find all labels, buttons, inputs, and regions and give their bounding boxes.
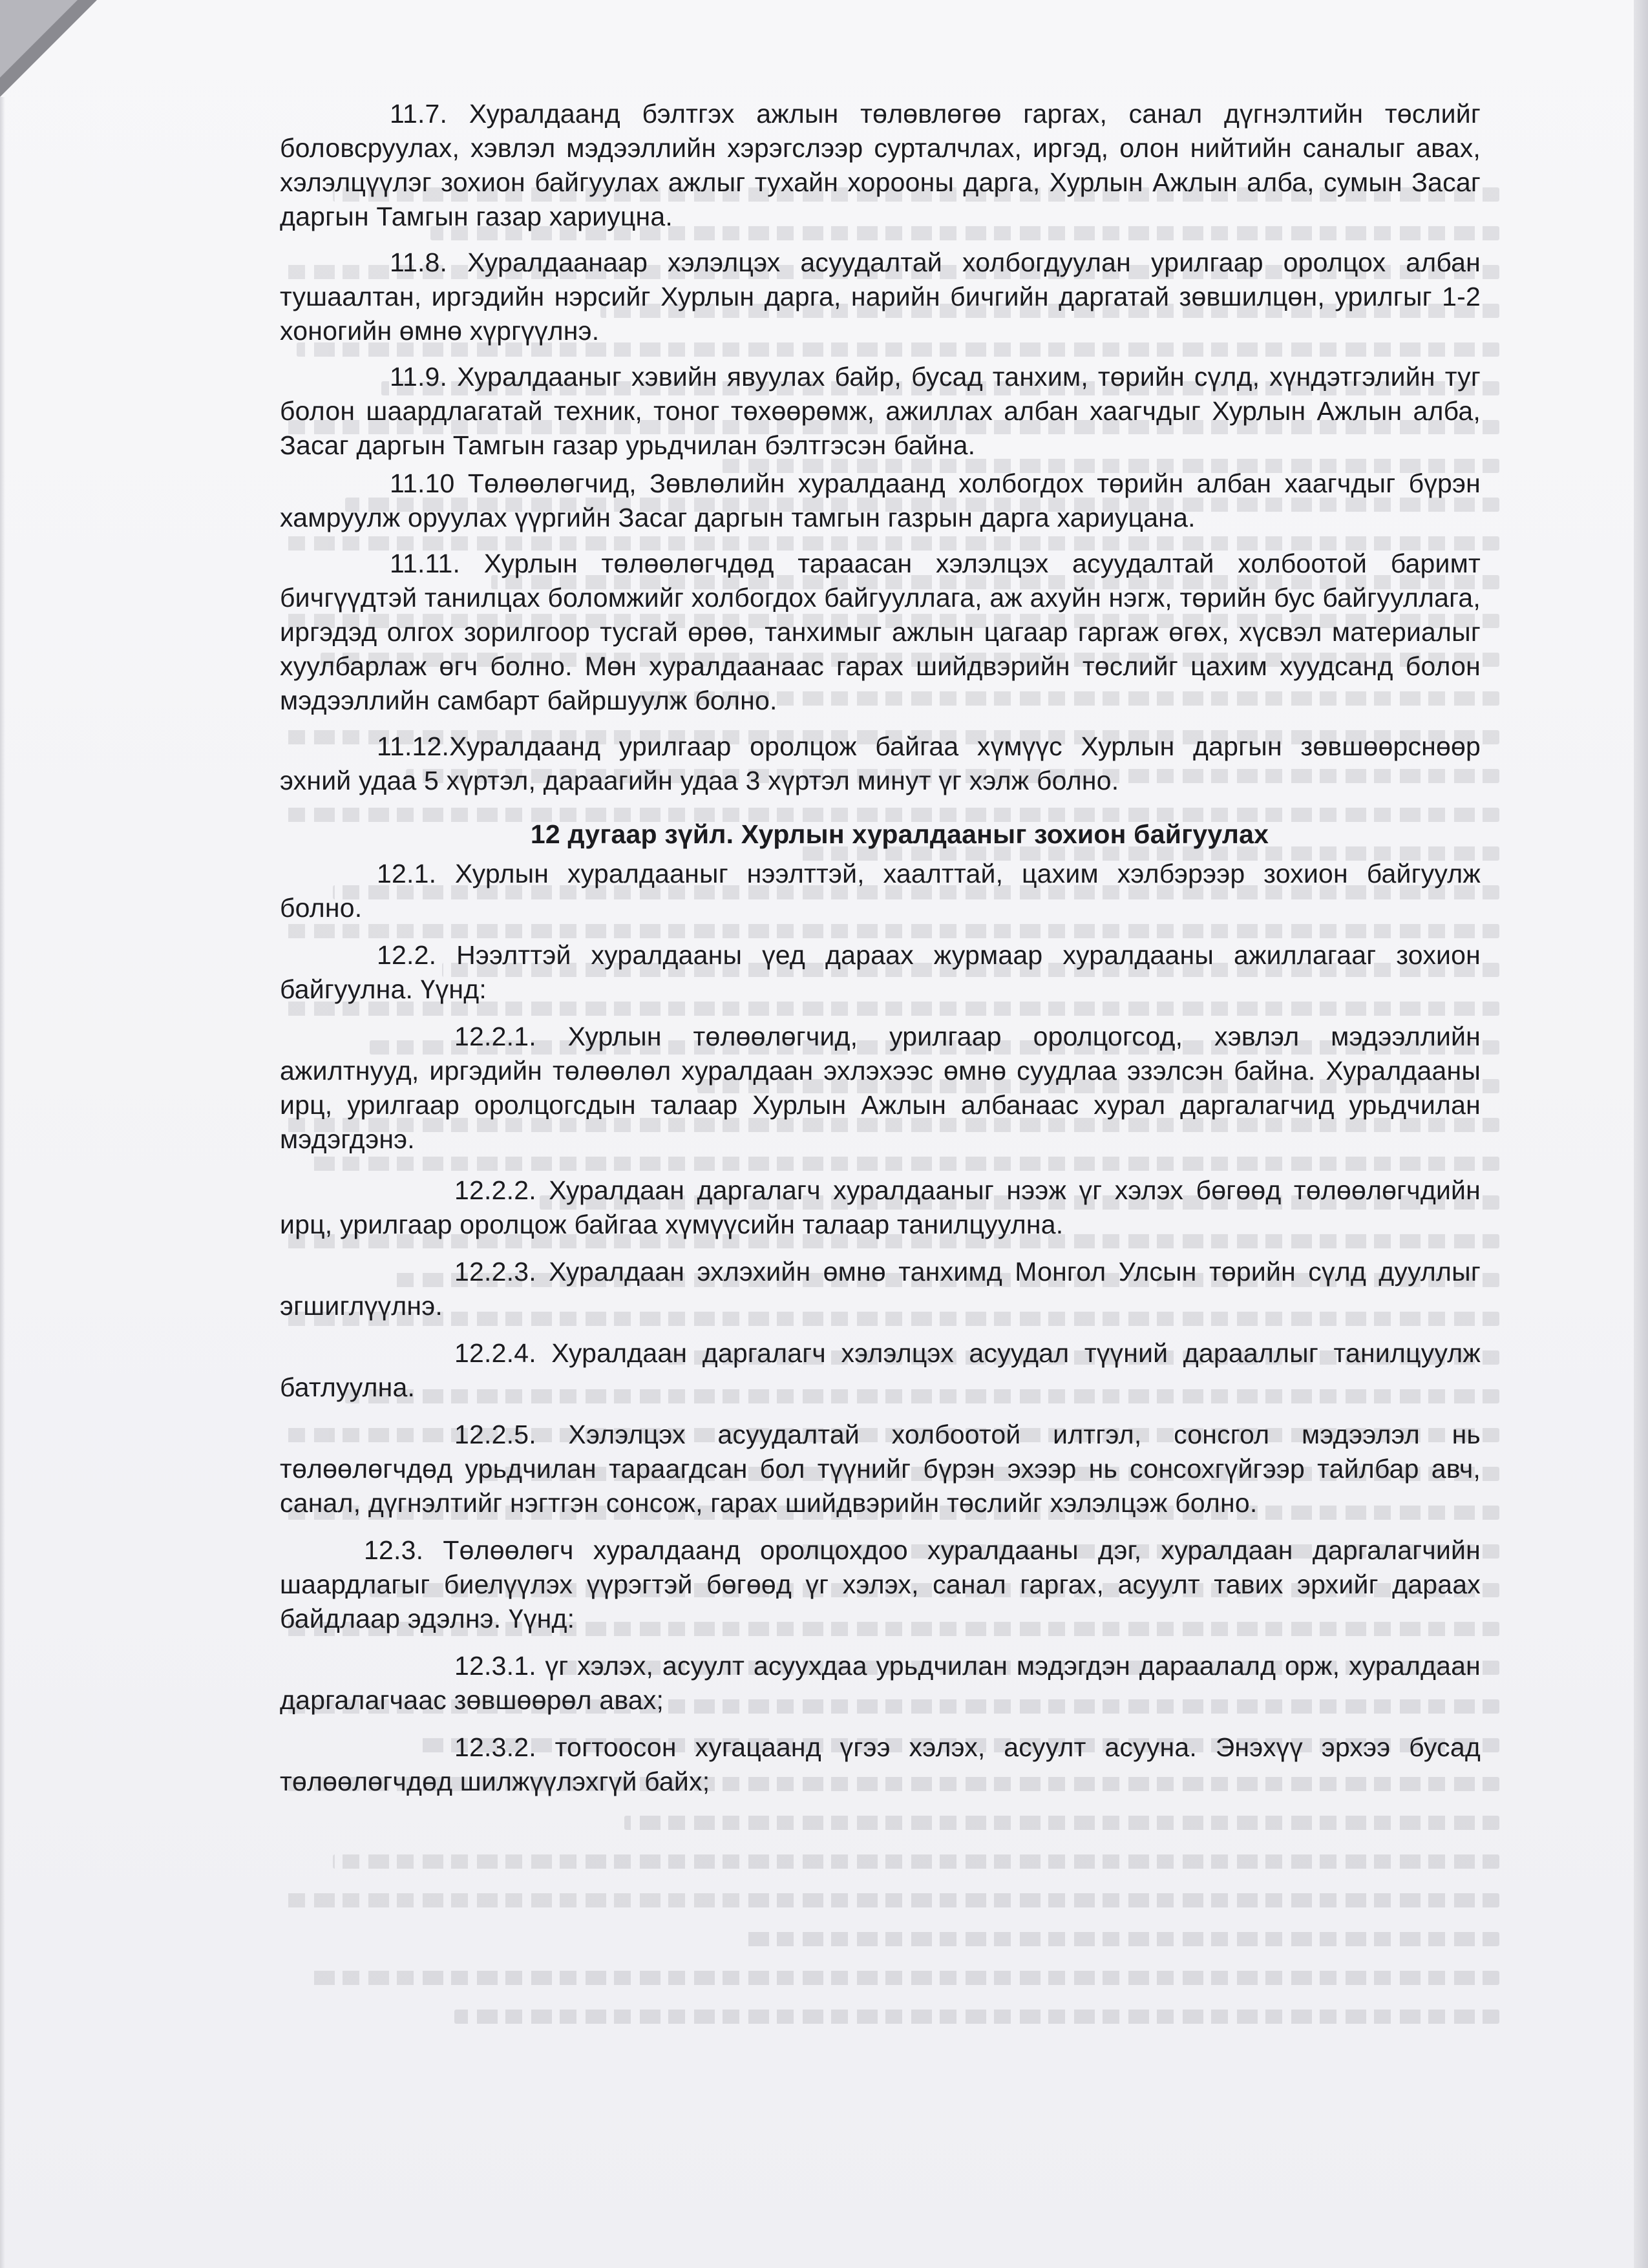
paragraph-11-7: 11.7. Хуралдаанд бэлтгэх ажлын төлөвлөгөө гаргах, санал дүгнэлтийн төслийг боловсруулах, хэвлэл мэдээллийн хэрэгслээр сурталчлах, иргэд, олон нийтийн саналыг авах, хэлэлцүүлэг зохион байгуулах ажлыг тухайн хорооны дарга, Хурлын Ажлын алба, сумын Засаг даргын Тамгын газар хариуцна. — [280, 99, 1481, 231]
paragraph-12-2-1: 12.2.1. Хурлын төлөөлөгчид, урилгаар оролцогсод, хэвлэл мэдээллийн ажилтнууд, иргэдийн төлөөлөл хуралдаан эхлэхээс өмнө суудлаа эзэлсэн байна. Хуралдааны ирц, урилгаар оролцогсдын талаар Хурлын Ажлын албанаас хурал даргалагчид урьдчилан мэдэгдэнэ. — [280, 1022, 1481, 1154]
paragraph-12-3-1: 12.3.1. үг хэлэх, асуулт асуухдаа урьдчилан мэдэгдэн дараалалд орж, хуралдаан даргалагчаас зөвшөөрөл авах; — [280, 1651, 1481, 1715]
paragraph-12-3-2: 12.3.2. тогтоосон хугацаанд үгээ хэлэх, асуулт асууна. Энэхүү эрхээ бусад төлөөлөгчдөд шилжүүлэхгүй байх; — [280, 1732, 1481, 1796]
paragraph-12-2-4: 12.2.4. Хуралдаан даргалагч хэлэлцэх асуудал түүний дарааллыг танилцуулж батлуулна. — [280, 1338, 1481, 1402]
paragraph-11-12: 11.12.Хуралдаанд урилгаар оролцож байгаа хүмүүс Хурлын даргын зөвшөөрснөөр эхний удаа 5 хүртэл, дараагийн удаа 3 хүртэл минут үг хэлж болно. — [280, 731, 1481, 795]
paragraph-12-2-3: 12.2.3. Хуралдаан эхлэхийн өмнө танхимд Монгол Улсын төрийн сүлд дууллыг эгшиглүүлнэ. — [280, 1257, 1481, 1321]
paragraph-11-10: 11.10 Төлөөлөгчид, Зөвлөлийн хуралдаанд холбогдох төрийн албан хаагчдыг бүрэн хамруулж оруулах үүргийн Засаг даргын тамгын газрын дарга хариуцана. — [280, 468, 1481, 532]
article-12-heading: 12 дугаар зүйл. Хурлын хуралдааныг зохион байгуулах — [530, 819, 1269, 849]
paragraph-12-3: 12.3. Төлөөлөгч хуралдаанд оролцохдоо хуралдааны дэг, хуралдаан даргалагчийн шаардлагыг биелүүлэх үүрэгтэй бөгөөд үг хэлэх, санал гаргах, асуулт тавих эрхийг дараах байдлаар эдэлнэ. Үүнд: — [280, 1535, 1481, 1633]
paragraph-12-2-2: 12.2.2. Хуралдаан даргалагч хуралдааныг нээж үг хэлэх бөгөөд төлөөлөгчдийн ирц, урилгаар оролцож байгаа хүмүүсийн талаар танилцуулна. — [280, 1175, 1481, 1239]
paragraph-11-9: 11.9. Хуралдааныг хэвийн явуулах байр, бусад танхим, төрийн сүлд, хүндэтгэлийн туг болон шаардлагатай техник, тоног төхөөрөмж, ажиллах албан хаагчдыг Хурлын Ажлын алба, Засаг даргын Тамгын газар урьдчилан бэлтгэсэн байна. — [280, 362, 1481, 460]
paragraph-12-2-5: 12.2.5. Хэлэлцэх асуудалтай холбоотой илтгэл, сонсгол мэдээлэл нь төлөөлөгчдөд урьдчилан тараагдсан бол түүнийг бүрэн эхээр нь сонсохгүйгээр тайлбар авч, санал, дүгнэлтийг нэгтгэн сонсож, гарах шийдвэрийн төслийг хэлэлцэж болно. — [280, 1420, 1481, 1518]
document-body — [280, 97, 1481, 1799]
folded-corner-highlight — [0, 0, 78, 78]
page-left-edge-shadow — [0, 97, 5, 2268]
paragraph-12-1: 12.1. Хурлын хуралдааныг нээлттэй, хаалттай, цахим хэлбэрээр зохион байгуулж болно. — [280, 859, 1481, 923]
page-right-edge-shadow — [1634, 0, 1648, 2268]
paragraph-11-11: 11.11. Хурлын төлөөлөгчдөд тараасан хэлэлцэх асуудалтай холбоотой баримт бичгүүдтэй танилцах боломжийг холбогдох байгууллага, аж ахуйн нэгж, төрийн бус байгууллага, иргэдэд олгох зорилгоор тусгай өрөө, танхимыг ажлын цагаар гаргаж өгөх, хүсвэл материалыг хуулбарлаж өгч болно. Мөн хуралдаанаас гарах шийдвэрийн төслийг цахим хуудсанд болон мэдээллийн самбарт байршуулж болно. — [280, 549, 1481, 715]
paragraph-12-2: 12.2. Нээлттэй хуралдааны үед дараах журмаар хуралдааны ажиллагааг зохион байгуулна. Үүнд: — [280, 940, 1481, 1004]
paragraph-11-8: 11.8. Хуралдаанаар хэлэлцэх асуудалтай холбогдуулан урилгаар оролцох албан тушаалтан, иргэдийн нэрсийг Хурлын дарга, нарийн бичгийн даргатай зөвшилцөн, урилгыг 1-2 хоногийн өмнө хүргүүлнэ. — [280, 247, 1481, 346]
